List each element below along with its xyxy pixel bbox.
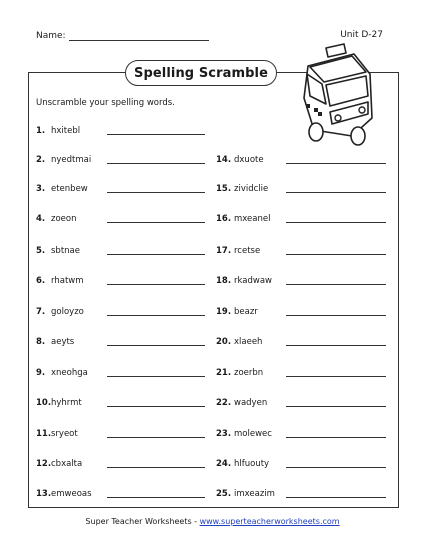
list-item bbox=[216, 274, 386, 286]
scrambled-word: beazr bbox=[234, 307, 258, 317]
taxi-cab-illustration-icon bbox=[296, 40, 380, 148]
item-number: 23. bbox=[216, 429, 232, 439]
answer-line[interactable] bbox=[286, 192, 386, 193]
list-item bbox=[36, 182, 205, 194]
answer-line[interactable] bbox=[107, 134, 205, 135]
list-item bbox=[36, 396, 205, 408]
item-number: 13. bbox=[36, 489, 52, 499]
list-item bbox=[36, 274, 205, 286]
name-field bbox=[36, 30, 209, 41]
list-item bbox=[216, 366, 386, 378]
scrambled-word: wadyen bbox=[234, 398, 268, 408]
answer-line[interactable] bbox=[107, 467, 205, 468]
item-number: 11. bbox=[36, 429, 52, 439]
list-item bbox=[36, 487, 205, 499]
item-number: 16. bbox=[216, 214, 232, 224]
scrambled-word: zoerbn bbox=[234, 368, 264, 378]
list-item bbox=[36, 212, 205, 224]
answer-line[interactable] bbox=[286, 315, 386, 316]
list-item bbox=[216, 457, 386, 469]
list-item bbox=[216, 244, 386, 256]
scrambled-word: hlfuouty bbox=[234, 459, 270, 469]
item-number: 17. bbox=[216, 246, 232, 256]
scrambled-word: goloyzo bbox=[51, 307, 84, 317]
item-number: 21. bbox=[216, 368, 232, 378]
scrambled-word: zoeon bbox=[51, 214, 77, 224]
scrambled-word: rcetse bbox=[234, 246, 261, 256]
list-item bbox=[36, 457, 205, 469]
name-line[interactable] bbox=[69, 30, 209, 41]
item-number: 18. bbox=[216, 276, 232, 286]
item-number: 14. bbox=[216, 155, 232, 165]
item-number: 7. bbox=[36, 307, 46, 317]
item-number: 12. bbox=[36, 459, 52, 469]
item-number: 6. bbox=[36, 276, 46, 286]
answer-line[interactable] bbox=[107, 497, 205, 498]
answer-line[interactable] bbox=[286, 406, 386, 407]
scrambled-word: rhatwm bbox=[51, 276, 84, 286]
item-number: 5. bbox=[36, 246, 46, 256]
scrambled-word: etenbew bbox=[51, 184, 88, 194]
item-number: 9. bbox=[36, 368, 46, 378]
list-item bbox=[36, 124, 205, 136]
scrambled-word: zividclie bbox=[234, 184, 269, 194]
item-number: 4. bbox=[36, 214, 46, 224]
answer-line[interactable] bbox=[107, 376, 205, 377]
scrambled-word: hyhrmt bbox=[51, 398, 82, 408]
list-item bbox=[36, 244, 205, 256]
answer-line[interactable] bbox=[107, 315, 205, 316]
scrambled-word: xneohga bbox=[51, 368, 88, 378]
instructions: Unscramble your spelling words. bbox=[36, 98, 175, 108]
answer-line[interactable] bbox=[107, 254, 205, 255]
list-item bbox=[216, 487, 386, 499]
scrambled-word: nyedtmai bbox=[51, 155, 92, 165]
scrambled-word: hxitebl bbox=[51, 126, 81, 136]
footer-link[interactable]: www.superteacherworksheets.com bbox=[199, 517, 340, 526]
list-item bbox=[216, 153, 386, 165]
answer-line[interactable] bbox=[286, 437, 386, 438]
item-number: 10. bbox=[36, 398, 52, 408]
list-item bbox=[216, 305, 386, 317]
item-number: 2. bbox=[36, 155, 46, 165]
scrambled-word: emweoas bbox=[51, 489, 92, 499]
list-item bbox=[36, 335, 205, 347]
answer-line[interactable] bbox=[107, 284, 205, 285]
scrambled-word: rkadwaw bbox=[234, 276, 272, 286]
list-item bbox=[216, 212, 386, 224]
list-item bbox=[216, 427, 386, 439]
item-number: 1. bbox=[36, 126, 46, 136]
answer-line[interactable] bbox=[286, 284, 386, 285]
answer-line[interactable] bbox=[286, 254, 386, 255]
answer-line[interactable] bbox=[286, 467, 386, 468]
item-number: 22. bbox=[216, 398, 232, 408]
answer-line[interactable] bbox=[107, 437, 205, 438]
list-item bbox=[216, 182, 386, 194]
answer-line[interactable] bbox=[107, 345, 205, 346]
answer-line[interactable] bbox=[286, 222, 386, 223]
list-item bbox=[216, 396, 386, 408]
scrambled-word: dxuote bbox=[234, 155, 264, 165]
item-number: 24. bbox=[216, 459, 232, 469]
scrambled-word: molewec bbox=[234, 429, 272, 439]
page-title: Spelling Scramble bbox=[125, 60, 277, 86]
list-item bbox=[36, 305, 205, 317]
answer-line[interactable] bbox=[286, 163, 386, 164]
answer-line[interactable] bbox=[107, 406, 205, 407]
scrambled-word: mxeanel bbox=[234, 214, 271, 224]
answer-line[interactable] bbox=[286, 497, 386, 498]
unit-label: Unit D-27 bbox=[340, 30, 383, 40]
item-number: 20. bbox=[216, 337, 232, 347]
name-label: Name: bbox=[36, 31, 66, 41]
item-number: 3. bbox=[36, 184, 46, 194]
scrambled-word: aeyts bbox=[51, 337, 75, 347]
footer-text: Super Teacher Worksheets - bbox=[85, 517, 200, 526]
scrambled-word: xlaeeh bbox=[234, 337, 263, 347]
footer bbox=[0, 517, 425, 526]
list-item bbox=[36, 153, 205, 165]
item-number: 8. bbox=[36, 337, 46, 347]
list-item bbox=[216, 335, 386, 347]
answer-line[interactable] bbox=[286, 345, 386, 346]
answer-line[interactable] bbox=[107, 192, 205, 193]
answer-line[interactable] bbox=[107, 163, 205, 164]
scrambled-word: sryeot bbox=[51, 429, 78, 439]
scrambled-word: imxeazim bbox=[234, 489, 275, 499]
item-number: 15. bbox=[216, 184, 232, 194]
list-item bbox=[36, 427, 205, 439]
list-item bbox=[36, 366, 205, 378]
scrambled-word: cbxalta bbox=[51, 459, 83, 469]
scrambled-word: sbtnae bbox=[51, 246, 80, 256]
item-number: 19. bbox=[216, 307, 232, 317]
item-number: 25. bbox=[216, 489, 232, 499]
answer-line[interactable] bbox=[286, 376, 386, 377]
answer-line[interactable] bbox=[107, 222, 205, 223]
